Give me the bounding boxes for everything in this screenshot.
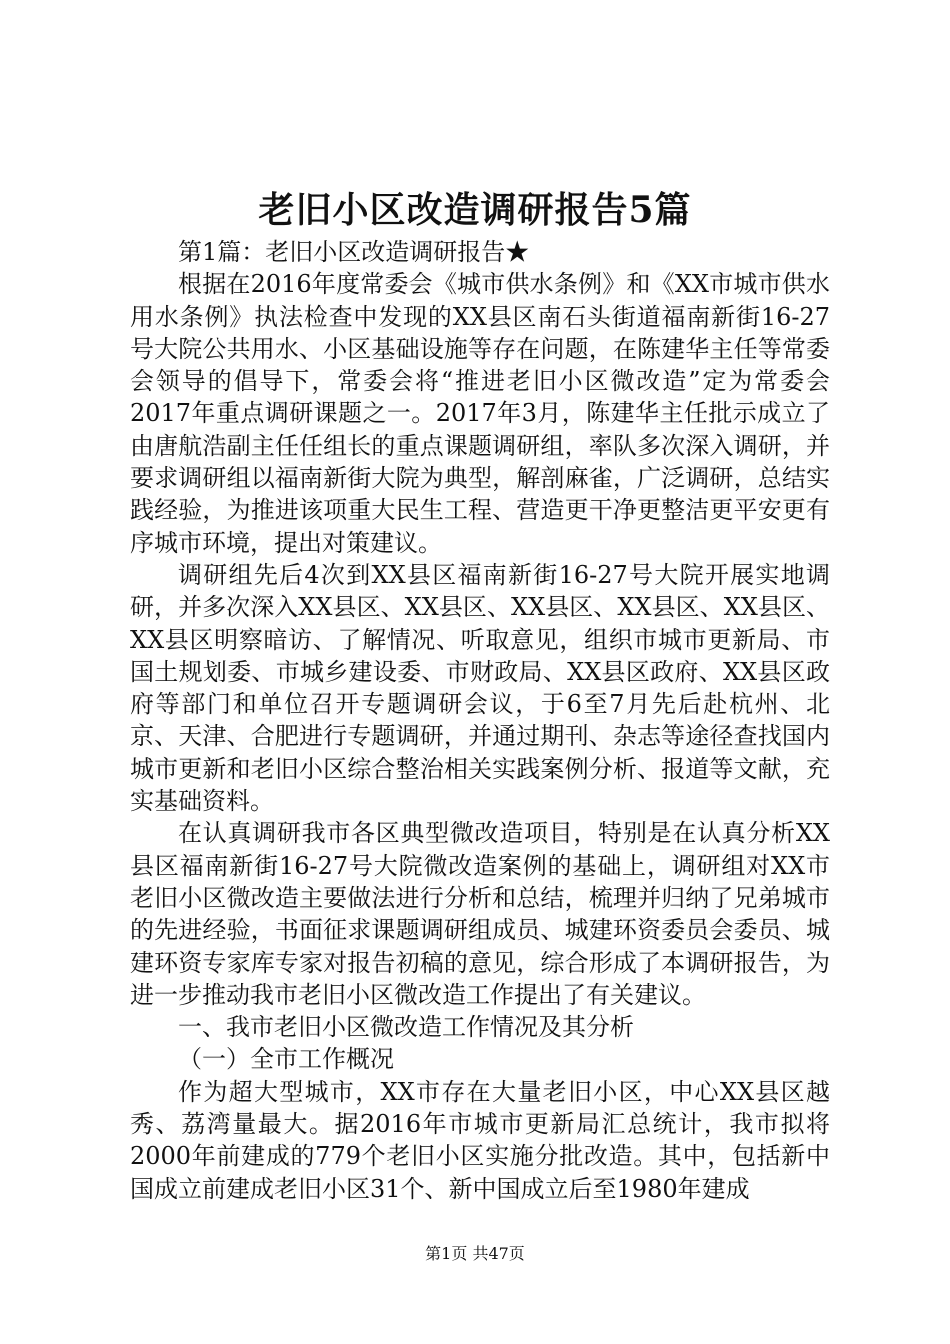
paragraph-background: 根据在2016年度常委会《城市供水条例》和《XX市城市供水用水条例》执法检查中发现的XX县区南石头街道福南新街16-27号大院公共用水、小区基础设施等存在问题，在陈建华主任等常委会领导的倡导下，常委会将“推进老旧小区微改造”定为常委会2017年重点调研课题之一。2017年3月，陈建华主任批示成立了由唐航浩副主任任组长的重点课题调研组，率队多次深入调研，并要求调研组以福南新街大院为典型，解剖麻雀，广泛调研，总结实践经验，为推进该项重大民生工程、营造更干净更整洁更平安更有序城市环境，提出对策建议。 xyxy=(130,270,830,557)
document-title: 老旧小区改造调研报告5篇 xyxy=(258,189,692,231)
paragraph-research-process: 调研组先后4次到XX县区福南新街16-27号大院开展实地调研，并多次深入XX县区、XX县区、XX县区、XX县区、XX县区、XX县区明察暗访、了解情况、听取意见，组织市城市更新局、市国土规划委、市城乡建设委、市财政局、XX县区政府、XX县区政府等部门和单位召开专题调研会议，于6至7月先后赴杭州、北京、天津、合肥进行专题调研，并通过期刊、杂志等途径查找国内城市更新和老旧小区综合整治相关实践案例分析、报道等文献，充实基础资料。 xyxy=(130,560,830,816)
document-body xyxy=(130,236,830,1205)
section-heading-2: 一、我市老旧小区微改造工作情况及其分析 xyxy=(178,1013,634,1042)
paragraph-report-formation: 在认真调研我市各区典型微改造项目，特别是在认真分析XX县区福南新街16-27号大院微改造案例的基础上，调研组对XX市老旧小区微改造主要做法进行分析和总结，梳理并归纳了兄弟城市的先进经验，书面征求课题调研组成员、城建环资委员会委员、城建环资专家库专家对报告初稿的意见，综合形成了本调研报告，为进一步推动我市老旧小区微改造工作提出了有关建议。 xyxy=(130,819,830,1009)
subsection-heading: （一）全市工作概况 xyxy=(178,1045,394,1074)
paragraph-overview: 作为超大型城市，XX市存在大量老旧小区，中心XX县区越秀、荔湾量最大。据2016年市城市更新局汇总统计，我市拟将2000年前建成的779个老旧小区实施分批改造。其中，包括新中国成立前建成老旧小区31个、新中国成立后至1980年建成 xyxy=(130,1077,830,1203)
section-heading-1: 第1篇：老旧小区改造调研报告★ xyxy=(178,238,530,266)
page-footer: 第1页 共47页 xyxy=(425,1244,525,1263)
